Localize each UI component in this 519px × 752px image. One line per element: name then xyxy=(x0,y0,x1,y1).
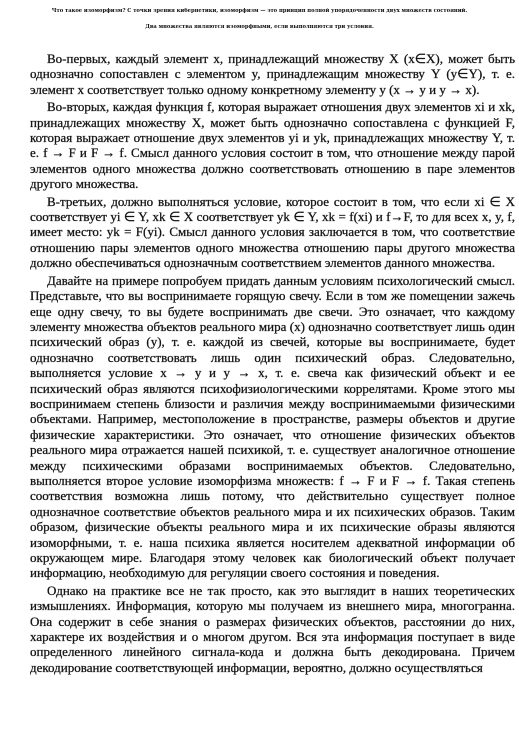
paragraph-3: В-третьих, должно выполняться условие, которое состоит в том, что если xi ∈ X соответствует yi ∈ Y, xk ∈ X соответствует yk ∈ Y, xk = f(xi) и f→F, то для всех x, y, f, имеет место: yk = F(yi). Смысл данного условия заключается в том, что соответствие отношению пары элементов одного множества отношению пары другого множества должно обеспечиваться однозначным соответствием элементов данного множества. xyxy=(30,193,515,271)
paragraph-2: Во-вторых, каждая функция f, которая выражает отношения двух элементов xi и xk, принадлежащих множеству X, может быть однозначно сопоставлена с функцией F, которая выражает отношение двух элементов yi и yk, принадлежащих множеству Y, т. е. f → F и F → f. Смысл данного условия состоит в том, что отношение между парой элементов одного множества должно соответствовать отношению в паре элементов другого множества. xyxy=(30,99,515,192)
paragraph-4: Давайте на примере попробуем придать данным условиям психологический смысл. Представьте, что вы воспринимаете горящую свечу. Если в том же помещении зажечь еще одну свечу, то вы будете воспринимать две свечи. Это означает, что каждому элементу множества объектов реального мира (x) однозначно соответствует лишь один психический образ (y), т. е. каждой из свечей, которые вы воспринимаете, будет однозначно соответствовать лишь один психический образ. Следовательно, выполняется условие x → y и y → x, т. е. свеча как физический объект и ее психический образ являются психофизиологическими коррелятами. Кроме этого мы воспринимаем степень близости и различия между воспринимаемыми физическими объектами. Например, местоположение в пространстве, размеры объектов и другие физические характеристики. Это означает, что отношение физических объектов реального мира отражается нашей психикой, т. е. существует аналогичное отношение между психическими образами воспринимаемых объектов. Следовательно, выполняется второе условие изоморфизма множеств: f → F и F → f. Такая степень соответствия возможна лишь потому, что действительно существует полное однозначное соответствие объектов реального мира и их психических образов. Таким образом, физические объекты реального мира и их психические образы являются изоморфными, т. е. наша психика является носителем адекватной информации об окружающем мире. Благодаря этому человек как биологический объект получает информацию, необходимую для регуляции своего состояния и поведения. xyxy=(30,272,515,581)
paragraph-1: Во-первых, каждый элемент x, принадлежащий множеству X (x∈X), может быть однозначно сопоставлен с элементом y, принадлежащим множеству Y (y∈Y), т. е. элемент x соответствует только одному конкретному элементу y (x → y и y → x). xyxy=(30,51,515,97)
header-line-2: Два множества являются изоморфными, если выполняются три условия. xyxy=(145,24,374,30)
body-text xyxy=(30,51,515,752)
header-line-1: Что такое изоморфизм? С точки зрения кибернетики, изоморфизм — это принцип полной упорядоченности двух множеств состояний. xyxy=(51,8,468,14)
paragraph-5: Однако на практике все не так просто, как это выглядит в наших теоретических измышлениях. Информация, которую мы получаем из внешнего мира, многогранна. Она содержит в себе знания о размерах физических объектов, расстоянии до них, характере их воздействия и о многом другом. Вся эта информация поступает в виде определенного линейного сигнала-кода и должна быть декодирована. Причем декодирование соответствующей информации, вероятно, должно осуществляться xyxy=(30,582,515,675)
